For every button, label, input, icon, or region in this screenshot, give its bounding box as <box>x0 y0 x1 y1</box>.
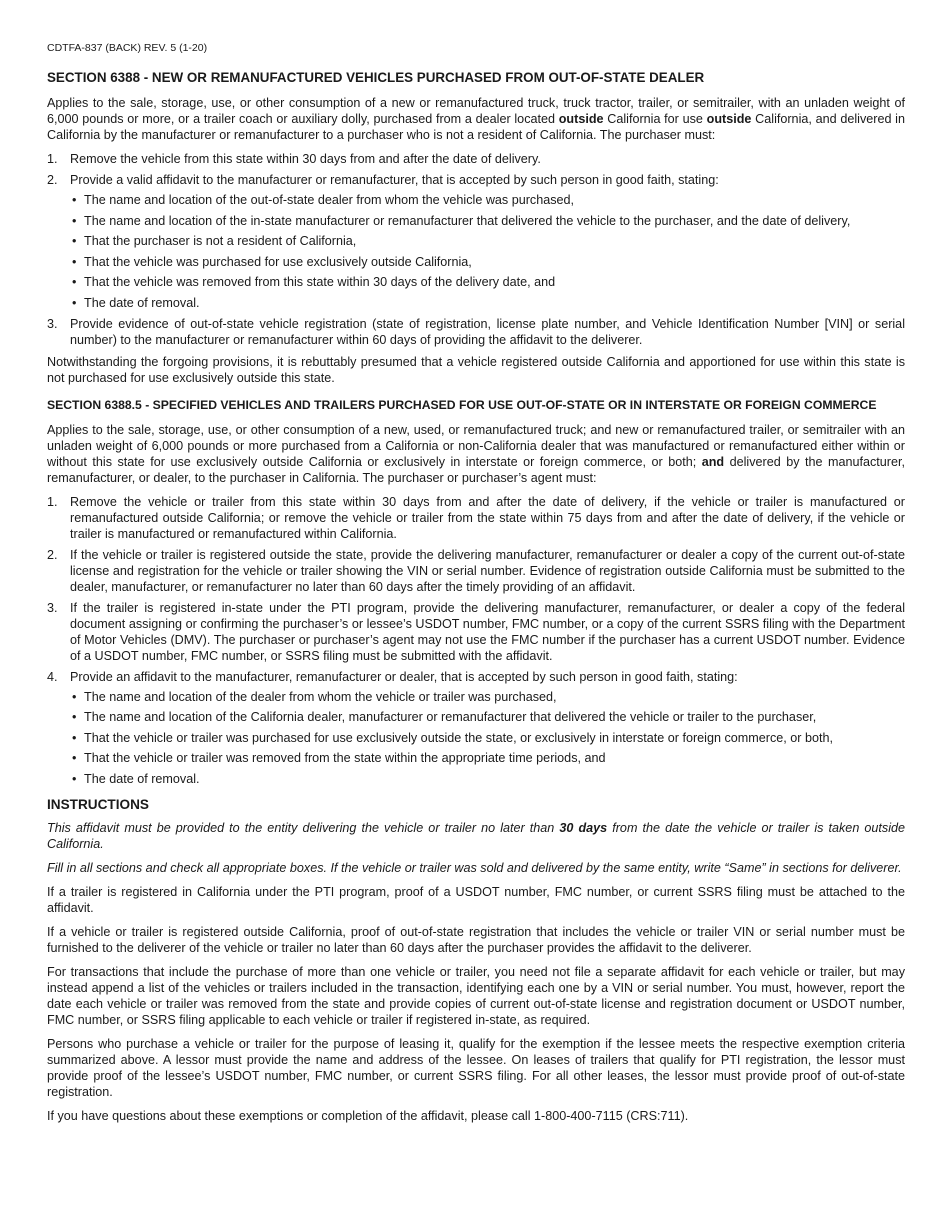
section-6388-title: SECTION 6388 - NEW OR REMANUFACTURED VEHICLES PURCHASED FROM OUT-OF-STATE DEALER <box>47 70 705 85</box>
section-6388-5-title: SECTION 6388.5 - SPECIFIED VEHICLES AND TRAILERS PURCHASED FOR USE OUT-OF-STATE OR IN INTERSTATE OR FOREIGN COMMERCE <box>47 397 877 412</box>
bullet-item: • The date of removal. <box>70 771 905 787</box>
list-item: 2. Provide a valid affidavit to the manufacturer or remanufacturer, that is accepted by such person in good faith, stating: • The name and location of the out-of-state dealer from whom the vehicle was purchased, • The name and location of the in-state manufacturer or remanufacturer that delivered the vehicle to the purchaser, and the date of delivery, • That the purchaser is not a resident of California, • That the vehicle was purchased for use exclusively outside California, • That the vehicle was removed from this state within 30 days of the delivery date, and • The date of removal. <box>47 172 905 311</box>
section-6388-closing: Notwithstanding the forgoing provisions, it is rebuttably presumed that a vehicle registered outside California and apportioned for use within this state is not purchased for use exclusively outside this state. <box>47 354 905 385</box>
instructions-out-of-state: If a vehicle or trailer is registered outside California, proof of out-of-state registration that includes the vehicle or trailer VIN or serial number must be furnished to the deliverer of the vehicle or trailer no later than 60 days after the purchaser provides the affidavit to the deliverer. <box>47 924 905 955</box>
list-item: 2. If the vehicle or trailer is registered outside the state, provide the delivering manufacturer, remanufacturer or dealer a copy of the current out-of-state license and registration for the vehicle or trailer showing the VIN or serial number. Evidence of registration outside California must be submitted to the dealer, manufacturer, or remanufacturer no later than 60 days after the timely providing of an affidavit. <box>47 547 905 594</box>
section-6388-5-list <box>47 494 905 787</box>
instructions-deadline: This affidavit must be provided to the entity delivering the vehicle or trailer no later than 30 days from the date the vehicle or trailer is taken outside California. <box>47 820 906 851</box>
affidavit-statements <box>70 689 905 787</box>
instructions-contact: If you have questions about these exemptions or completion of the affidavit, please call 1-800-400-7115 (CRS:711). <box>47 1108 689 1123</box>
bullet-item: • The name and location of the dealer from whom the vehicle or trailer was purchased, <box>70 689 905 705</box>
bullet-item: • The name and location of the out-of-state dealer from whom the vehicle was purchased, <box>70 192 905 208</box>
list-item: 4. Provide an affidavit to the manufacturer, remanufacturer or dealer, that is accepted by such person in good faith, stating: • The name and location of the dealer from whom the vehicle or trailer was purchased, • The name and location of the California dealer, manufacturer or remanufacturer that delivered the vehicle or trailer to the purchaser, • That the vehicle or trailer was purchased for use exclusively outside the state, or exclusively in interstate or foreign commerce, or both, • That the vehicle or trailer was removed from the state within the appropriate time periods, and • The date of removal. <box>47 669 905 787</box>
bullet-item: • The date of removal. <box>70 295 905 311</box>
list-item: 3. If the trailer is registered in-state under the PTI program, provide the delivering manufacturer, remanufacturer, or dealer a copy of the federal document assigning or confirming the purchaser’s or lessee’s USDOT number, FMC number, or a copy of the current SSRS filing with the Department of Motor Vehicles (DMV). The purchaser or purchaser’s agent may not use the FMC number if the purchaser has a current USDOT number. Evidence of a USDOT number, FMC number, or SSRS filing must be submitted with the affidavit. <box>47 600 905 663</box>
section-6388-5-intro: Applies to the sale, storage, use, or other consumption of a new, used, or remanufactured truck; and new or remanufactured trailer, or semitrailer with an unladen weight of 6,000 pounds or more purchased from a California or non-California dealer that was manufactured or remanufactured either within or without this state for use exclusively outside California or exclusively in interstate or foreign commerce, or both; and delivered by the manufacturer, remanufacturer, or dealer, to the purchaser in California. The purchaser or purchaser’s agent must: <box>47 422 905 485</box>
form-id: CDTFA-837 (BACK) REV. 5 (1-20) <box>47 42 208 54</box>
bullet-item: • The name and location of the in-state manufacturer or remanufacturer that delivered the vehicle to the purchaser, and the date of delivery, <box>70 213 905 229</box>
section-6388-list <box>47 151 905 348</box>
bullet-item: • That the vehicle was purchased for use exclusively outside California, <box>70 254 905 270</box>
instructions-title: INSTRUCTIONS <box>47 796 149 812</box>
bullet-item: • That the vehicle was removed from this state within 30 days of the delivery date, and <box>70 274 905 290</box>
instructions-leasing: Persons who purchase a vehicle or trailer for the purpose of leasing it, qualify for the exemption if the lessee meets the respective exemption criteria summarized above. A lessor must provide the name and address of the lessee. On leases of trailers that qualify for PTI registration, the lessor must provide proof of the lessee’s USDOT number, FMC number, or current SSRS filing. For all other leases, the lessor must provide proof of out-of-state registration. <box>47 1036 905 1099</box>
bullet-item: • That the vehicle or trailer was purchased for use exclusively outside the state, or exclusively in interstate or foreign commerce, or both, <box>70 730 905 746</box>
instructions-pti: If a trailer is registered in California under the PTI program, proof of a USDOT number, FMC number, or current SSRS filing must be attached to the affidavit. <box>47 884 905 915</box>
bullet-item: • That the vehicle or trailer was removed from the state within the appropriate time periods, and <box>70 750 905 766</box>
instructions-fill-in: Fill in all sections and check all appropriate boxes. If the vehicle or trailer was sold and delivered by the same entity, write “Same” in sections for deliverer. <box>47 860 902 875</box>
affidavit-statements <box>70 192 905 311</box>
list-item: 1. Remove the vehicle from this state within 30 days from and after the date of delivery. <box>47 152 541 166</box>
bullet-item: • That the purchaser is not a resident of California, <box>70 233 905 249</box>
bullet-item: • The name and location of the California dealer, manufacturer or remanufacturer that delivered the vehicle or trailer to the purchaser, <box>70 709 905 725</box>
form-page <box>47 42 905 1132</box>
list-item: 3. Provide evidence of out-of-state vehicle registration (state of registration, license plate number, and Vehicle Identification Number [VIN] or serial number) to the manufacturer or remanufacturer within 60 days of providing the affidavit to the deliverer. <box>47 316 905 347</box>
section-6388-intro: Applies to the sale, storage, use, or other consumption of a new or remanufactured truck, truck tractor, trailer, or semitrailer, with an unladen weight of 6,000 pounds or more, or a trailer coach or auxiliary dolly, purchased from a dealer located outside California for use outside California, and delivered in California by the manufacturer or remanufacturer to a purchaser who is not a resident of California. The purchaser must: <box>47 96 905 142</box>
instructions-multiple-vehicles: For transactions that include the purchase of more than one vehicle or trailer, you need not file a separate affidavit for each vehicle or trailer, but may instead append a list of the vehicles or trailers included in the transaction, identifying each one by a VIN or serial number. You must, however, report the date each vehicle or trailer was removed from the state and provide copies of current out-of-state license and registration document or USDOT number, FMC number, or SSRS filing applicable to each vehicle or trailer if registered in-state, as required. <box>47 964 905 1027</box>
list-item: 1. Remove the vehicle or trailer from this state within 30 days from and after the date of delivery, if the vehicle or trailer is manufactured or remanufactured outside California; or remove the vehicle or trailer from the state within 75 days from and after the date of delivery, if the vehicle or trailer is manufactured or remanufactured within California. <box>47 494 905 541</box>
